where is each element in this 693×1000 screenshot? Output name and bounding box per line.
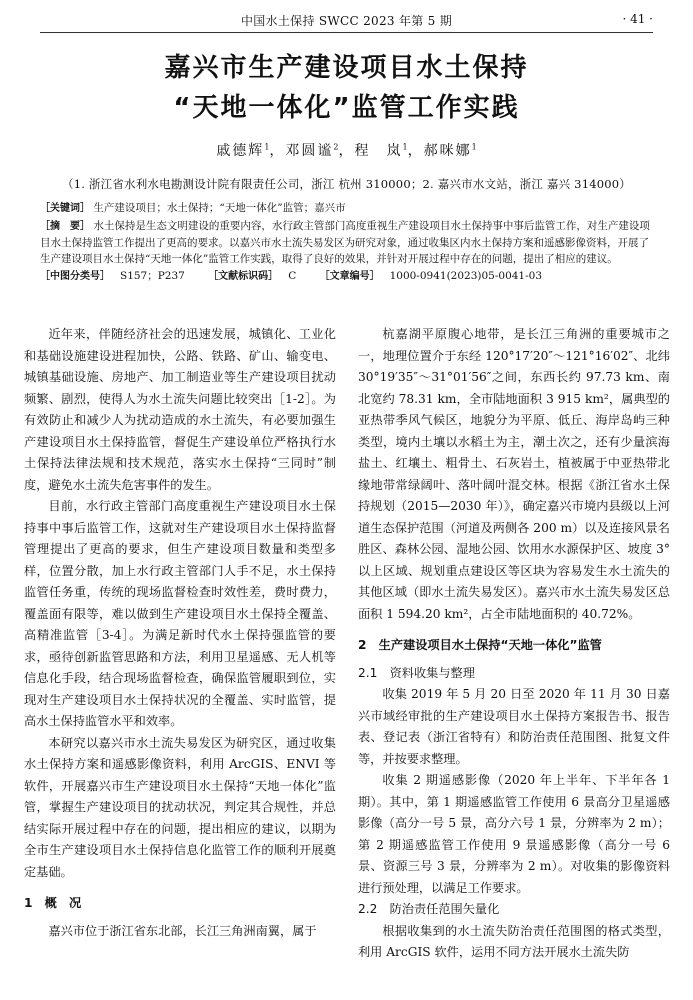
section-heading-1: 1 概 况 [24,896,82,910]
identifiers [40,268,653,285]
clc-label: ［中图分类号］ [40,271,110,282]
paragraph: 嘉兴市位于浙江省东北部，长江三角洲南翼，属于 [48,923,317,938]
paragraph: 收集 2 期遥感影像（2020 年上半年、下半年各 1 期）。其中，第 1 期遥感监管工作使用 6 景高分卫星遥感影像（高分一号 5 景，高分六号 1 景，分辨率为 2 m）；第 2 期遥感监管工作使用 9 景遥感影像（高分一号 6 景、资源三号 3 景，分辨率为 2 m）。对收集的影像资料进行预处理，以满足工作要求。 [358,773,670,895]
article-meta [40,200,653,286]
affiliation: （1. 浙江省水利水电勘测设计院有限责任公司，浙江 杭州 310000；2. 嘉兴市水文站，浙江 嘉兴 314000） [62,177,631,191]
abstract-text: 水土保持是生态文明建设的重要内容，水行政主管部门高度重视生产建设项目水土保持事中事后监管工作，对生产建设项目水土保持监管工作提出了更高的要求。以嘉兴市水土流失易发区为研究对象，通过收集区内水土保持方案和遥感影像资料，开展了生产建设项目水土保持“天地一体化”监管工作实践，取得了良好的效果，并针对开展过程中存在的问题，提出了相应的建议。 [40,220,650,265]
keywords-text: 生产建设项目；水土保持；“天地一体化”监管；嘉兴市 [93,202,346,214]
subsection-heading-2-1: 2.1 资料收集与整理 [358,665,475,680]
title-line-2: “天地一体化”监管工作实践 [173,93,520,123]
author: 戚德辉$^1$ [216,142,270,159]
paragraph: 杭嘉湖平原腹心地带，是长江三角洲的重要城市之一，地理位置介于东经 120°17′20″～121°16′02″、北纬 30°19′35″～31°01′56″之间，东西长约 97.73 km、南北宽约 78.31 km，全市陆地面积 3 915 km²，属典型的亚热带季风气候区，地貌分为平原、低丘、海岸岛屿三种类型，境内土壤以水稻土为主，潮土次之，还有少量滨海盐土、红壤土、粗骨土、石灰岩土，植被属于中亚热带北缘地带常绿阔叶、落叶阔叶混交林。根据《浙江省水土保持规划（2015—2030 年）》，确定嘉兴市境内县级以上河道生态保护范围（河道及两侧各 200 m）以及连接风景名胜区、森林公园、湿地公园、饮用水水源保护区、坡度 3°以上区域、规划重点建设区等区块为容易发生水土流失的其他区域（即水土流失易发区）。嘉兴市水土流失易发区总面积 1 594.20 km²，占全市陆地面积的 40.72%。 [358,327,670,621]
doc-code-value: C [288,270,297,282]
clc-value: S157；P237 [120,270,185,282]
journal-info: 中国水土保持 SWCC 2023 年第 5 期 [240,14,453,28]
author: 邓圆谧$^2$ [285,142,339,159]
paragraph: 收集 2019 年 5 月 20 日至 2020 年 11 月 30 日嘉兴市域经审批的生产建设项目水土保持方案报告书、报告表、登记表（浙江省特有）和防治责任范围图、批复文件等，并按要求整理。 [358,687,670,766]
subsection-heading-2-2: 2.2 防治责任范围矢量化 [358,902,500,916]
keywords [40,200,653,217]
article-title [0,48,693,128]
paragraph: 近年来，伴随经济社会的迅速发展，城镇化、工业化和基础设施建设进程加快，公路、铁路、矿山、输变电、城镇基础设施、房地产、加工制造业等生产建设项目扰动频繁、剧烈，使得人为水土流失问题比较突出［1-2］。为有效防止和减少人为扰动造成的水土流失，有必要加强生产建设项目水土保持监管，督促生产建设单位严格执行水土保持法律法规和技术规范，落实水土保持“三同时”制度，避免水土流失危害事件的发生。 [24,327,336,492]
section-heading-2: 2 生产建设项目水土保持“天地一体化”监管 [358,638,602,652]
running-header [40,10,653,33]
abstract-label: ［摘 要］ [40,221,90,232]
article-no-value: 1000-0941(2023)05-0041-03 [389,270,543,282]
right-column [358,324,670,964]
paragraph: 本研究以嘉兴市水土流失易发区为研究区，通过收集水土保持方案和遥感影像资料，利用 ArcGIS、ENVI 等软件，开展嘉兴市生产建设项目水土保持“天地一体化”监管，掌握生产建设项目的扰动状况，判定其合规性，并总结实际开展过程中存在的问题，提出相应的建议，以期为全市生产建设项目水土保持信息化监管工作的顺利开展奠定基础。 [24,735,336,879]
author: 程 岚$^1$ [354,142,408,159]
paragraph: 目前，水行政主管部门高度重视生产建设项目水土保持事中事后监管工作，这就对生产建设项目水土保持监督管理提出了更高的要求，但生产建设项目数量和类型多样，位置分散，加上水行政主管部门人手不足，水土保持监管任务重，传统的现场监督检查时效性差，费时费力，覆盖面有限等，难以做到生产建设项目水土保持全覆盖、高精准监管［3-4］。为满足新时代水土保持强监管的要求，亟待创新监管思路和方法，利用卫星遥感、无人机等信息化手段，结合现场监督检查，确保监管履职到位，实现对生产建设项目水土保持状况的全覆盖、实时监管，提高水土保持监管水平和效率。 [24,499,336,728]
author: 郝咪娜$^1$ [423,142,477,159]
left-column [24,324,336,942]
title-line-1: 嘉兴市生产建设项目水土保持 [164,53,529,83]
article-no-label: ［文章编号］ [319,271,380,282]
page-number: · 41 · [622,12,653,26]
abstract [40,218,653,267]
author-list: 戚德辉$^1$，邓圆谧$^2$，程 岚$^1$，郝咪娜$^1$ [216,142,477,159]
keywords-label: ［关键词］ [40,203,90,214]
doc-code-label: ［文献标识码］ [208,271,279,282]
paragraph: 根据收集到的水土流失防治责任范围图的格式类型，利用 ArcGIS 软件，运用不同方法开展水土流失防 [358,923,670,959]
